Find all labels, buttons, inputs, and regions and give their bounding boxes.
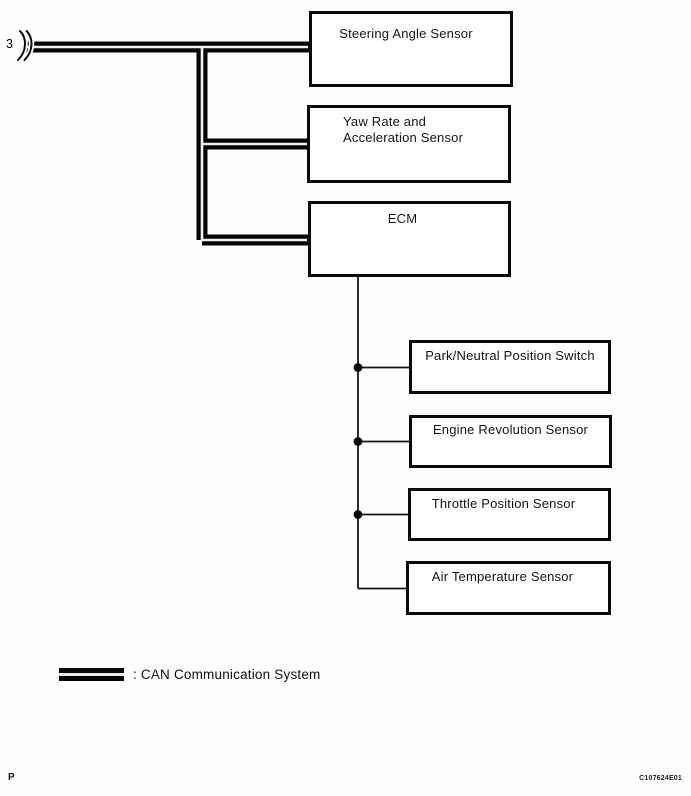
node-park-neutral-position-switch xyxy=(409,340,611,394)
node-label: ECM xyxy=(387,211,418,226)
junction-dot xyxy=(354,510,363,519)
node-label: Steering Angle Sensor xyxy=(339,26,473,41)
node-label: Throttle Position Sensor xyxy=(431,496,576,511)
can-bus-core-stripe xyxy=(26,47,308,240)
node-label: Air Temperature Sensor xyxy=(431,569,574,584)
node-steering-angle-sensor xyxy=(309,11,513,87)
figure-code-label: C107624E01 xyxy=(639,775,682,782)
node-engine-revolution-sensor xyxy=(409,415,612,468)
signal-wire-line xyxy=(358,277,409,589)
legend-text: : CAN Communication System xyxy=(133,667,321,682)
node-label: Engine Revolution Sensor xyxy=(432,422,589,437)
can-line-swatch-icon xyxy=(59,668,124,681)
junction-dot xyxy=(354,363,363,372)
node-label: Park/Neutral Position Switch xyxy=(425,348,595,363)
node-air-temperature-sensor xyxy=(406,561,611,615)
node-label-line2: Acceleration Sensor xyxy=(343,129,464,145)
junction-dot xyxy=(354,437,363,446)
connector-number-label: 3 xyxy=(6,37,13,51)
node-throttle-position-sensor xyxy=(408,488,611,541)
page-letter-label: P xyxy=(8,772,15,783)
node-ecm xyxy=(308,201,511,277)
node-yaw-rate-acceleration-sensor xyxy=(307,105,511,183)
node-label-line1: Yaw Rate and xyxy=(343,114,427,129)
